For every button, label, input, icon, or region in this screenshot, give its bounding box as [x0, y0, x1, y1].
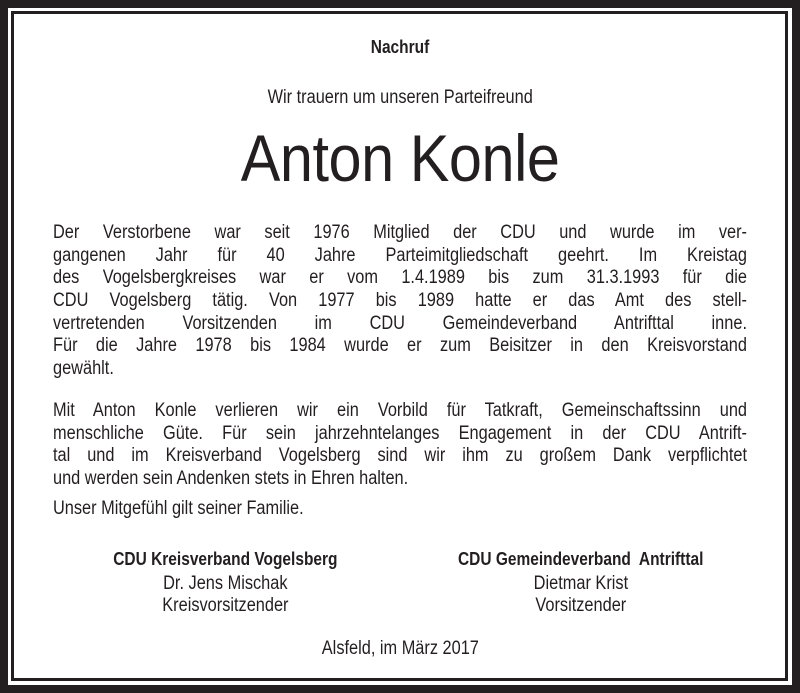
notice-heading	[0, 36, 800, 58]
paragraph-biography	[53, 222, 747, 381]
signature-organization	[401, 545, 761, 573]
text-line-content: menschliche Güte. Für sein jahrzehntelanges Engagement in der CDU Antrift-	[53, 422, 747, 444]
signature-person-text: Dietmar Krist	[533, 573, 629, 594]
notice-subtitle-text: Wir trauern um unseren Parteifreund	[267, 87, 533, 108]
text-line-content: gewählt.	[53, 358, 114, 380]
text-line-content: des Vogelsbergkreises war er vom 1.4.1989 bis zum 31.3.1993 für die	[53, 267, 747, 289]
text-line	[53, 498, 747, 521]
text-line	[53, 290, 747, 313]
text-line	[53, 358, 747, 381]
signature-block-kreisverband	[45, 545, 405, 617]
signature-role	[401, 595, 761, 617]
text-line-content: vertretenden Vorsitzenden im CDU Gemeindeverband Antrifttal inne.	[53, 312, 747, 334]
signature-person	[401, 573, 761, 595]
text-line-content: Mit Anton Konle verlieren wir ein Vorbild für Tatkraft, Gemeinschaftssinn und	[53, 400, 747, 421]
place-and-date	[0, 638, 800, 660]
paragraph-tribute	[53, 400, 747, 491]
signature-role	[45, 595, 405, 617]
notice-subtitle	[0, 87, 800, 109]
text-line	[53, 335, 747, 358]
text-line	[53, 222, 747, 245]
signature-block-gemeindeverband	[401, 545, 761, 617]
signature-person	[45, 573, 405, 595]
text-line-content: und werden sein Andenken stets in Ehren halten.	[53, 468, 409, 490]
signature-organization	[45, 545, 405, 573]
signature-organization-text: CDU Kreisverband Vogelsberg	[112, 549, 338, 569]
text-line-content: Der Verstorbene war seit 1976 Mitglied der CDU und wurde im ver-	[53, 222, 747, 243]
text-line-content: tal und im Kreisverband Vogelsberg sind wir ihm zu großem Dank verpflichtet	[53, 445, 747, 467]
signature-role-text: Kreisvorsitzender	[161, 595, 289, 616]
signature-person-text: Dr. Jens Mischak	[162, 573, 288, 594]
text-line	[53, 468, 747, 491]
text-line-content: CDU Vogelsberg tätig. Von 1977 bis 1989 hatte er das Amt des stell-	[53, 290, 747, 312]
notice-heading-text: Nachruf	[370, 37, 430, 57]
text-line	[53, 445, 747, 468]
signature-role-text: Vorsitzender	[535, 595, 627, 616]
text-line-content: gangenen Jahr für 40 Jahre Parteimitgliedschaft geehrt. Im Kreistag	[53, 244, 747, 266]
signature-organization-text: CDU Gemeindeverband Antrifttal	[458, 549, 704, 569]
text-line	[53, 267, 747, 290]
deceased-name-text: Anton Konle	[240, 121, 560, 195]
text-line	[53, 245, 747, 268]
deceased-name	[0, 118, 800, 198]
text-line-content: Für die Jahre 1978 bis 1984 wurde er zum Beisitzer in den Kreisvorstand	[53, 335, 747, 357]
text-line	[53, 400, 747, 423]
text-line	[53, 313, 747, 336]
place-and-date-text: Alsfeld, im März 2017	[321, 638, 479, 659]
text-line	[53, 423, 747, 446]
text-line-content: Unser Mitgefühl gilt seiner Familie.	[53, 498, 304, 519]
paragraph-condolence	[53, 498, 747, 521]
